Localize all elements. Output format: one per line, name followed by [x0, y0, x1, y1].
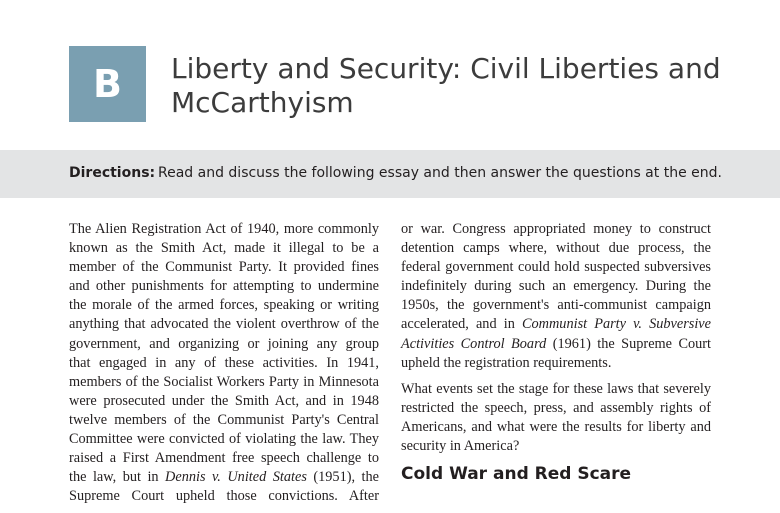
text-line: federal government could hold suspected subversives [401, 259, 711, 276]
directions-label: Directions: [69, 165, 156, 181]
essay-right-column [401, 220, 711, 484]
text-line: restricted the speech, press, and assembly rights of [401, 399, 711, 416]
text-line: government, and organizing or joining any group [69, 335, 379, 352]
text-line: security in America? [401, 438, 520, 455]
text-line: twelve members of the Communist Party's Central [69, 411, 379, 428]
essay-paragraph-1 [69, 220, 379, 506]
text-line: anything that advocated the violent overthrow of the [69, 316, 379, 333]
essay-left-column [69, 220, 379, 513]
text-line: indefinitely during such an emergency. During the [401, 278, 711, 295]
text-fragment: the law, but in [69, 469, 159, 486]
text-line: detention camps where, without due process, the [401, 240, 711, 257]
section-letter: B [93, 62, 122, 106]
section-badge [69, 46, 146, 122]
text-line: raised a First Amendment free speech challenge to [69, 450, 379, 467]
section-subheading: Cold War and Red Scare [401, 464, 632, 485]
case-name-communist-party: Communist Party v. Subversive [521, 316, 711, 333]
text-line: Committee were convicted of violating the law. They [69, 431, 379, 448]
text-line: were prosecuted under the Smith Act, and in 1948 [69, 392, 379, 409]
text-line: What events set the stage for these laws that severely [401, 380, 711, 397]
text-line: or war. Congress appropriated money to construct [401, 221, 711, 237]
text-line: the morale of the armed forces, speaking or writing [69, 297, 379, 314]
page-title: Liberty and Security: Civil Liberties and McCarthyism [171, 52, 721, 119]
text-line: member of the Communist Party. It provided fines [69, 259, 379, 276]
case-name-dennis: Dennis v. United States [165, 469, 307, 486]
case-name-sacb: Activities Control Board [401, 335, 547, 352]
text-line: members of the Socialist Workers Party in Minnesota [69, 373, 379, 390]
text-fragment: (1961) the Supreme Court [546, 335, 712, 352]
text-line [401, 335, 711, 354]
text-line: that engaged in any of these activities. In 1941, [69, 354, 379, 371]
text-line: 1950s, the government's anti-communist campaign [401, 297, 711, 314]
text-line: known as the Smith Act, made it illegal to be a [69, 240, 379, 257]
text-line: Supreme Court upheld those convictions. After [69, 488, 379, 505]
text-fragment: (1951), the [306, 469, 379, 486]
text-line: and other punishments for attempting to undermine [69, 278, 379, 295]
text-line: The Alien Registration Act of 1940, more commonly [69, 221, 379, 237]
text-line: Americans, and what were the results for liberty and [401, 418, 711, 435]
directions-text: Read and discuss the following essay and then answer the questions at the end. [158, 165, 722, 181]
text-line [69, 468, 379, 487]
essay-paragraph-2 [401, 220, 711, 373]
text-line: upheld the registration requirements. [401, 354, 612, 371]
essay-paragraph-3 [401, 380, 711, 456]
text-line [401, 315, 711, 334]
text-fragment: accelerated, and in [401, 316, 515, 333]
